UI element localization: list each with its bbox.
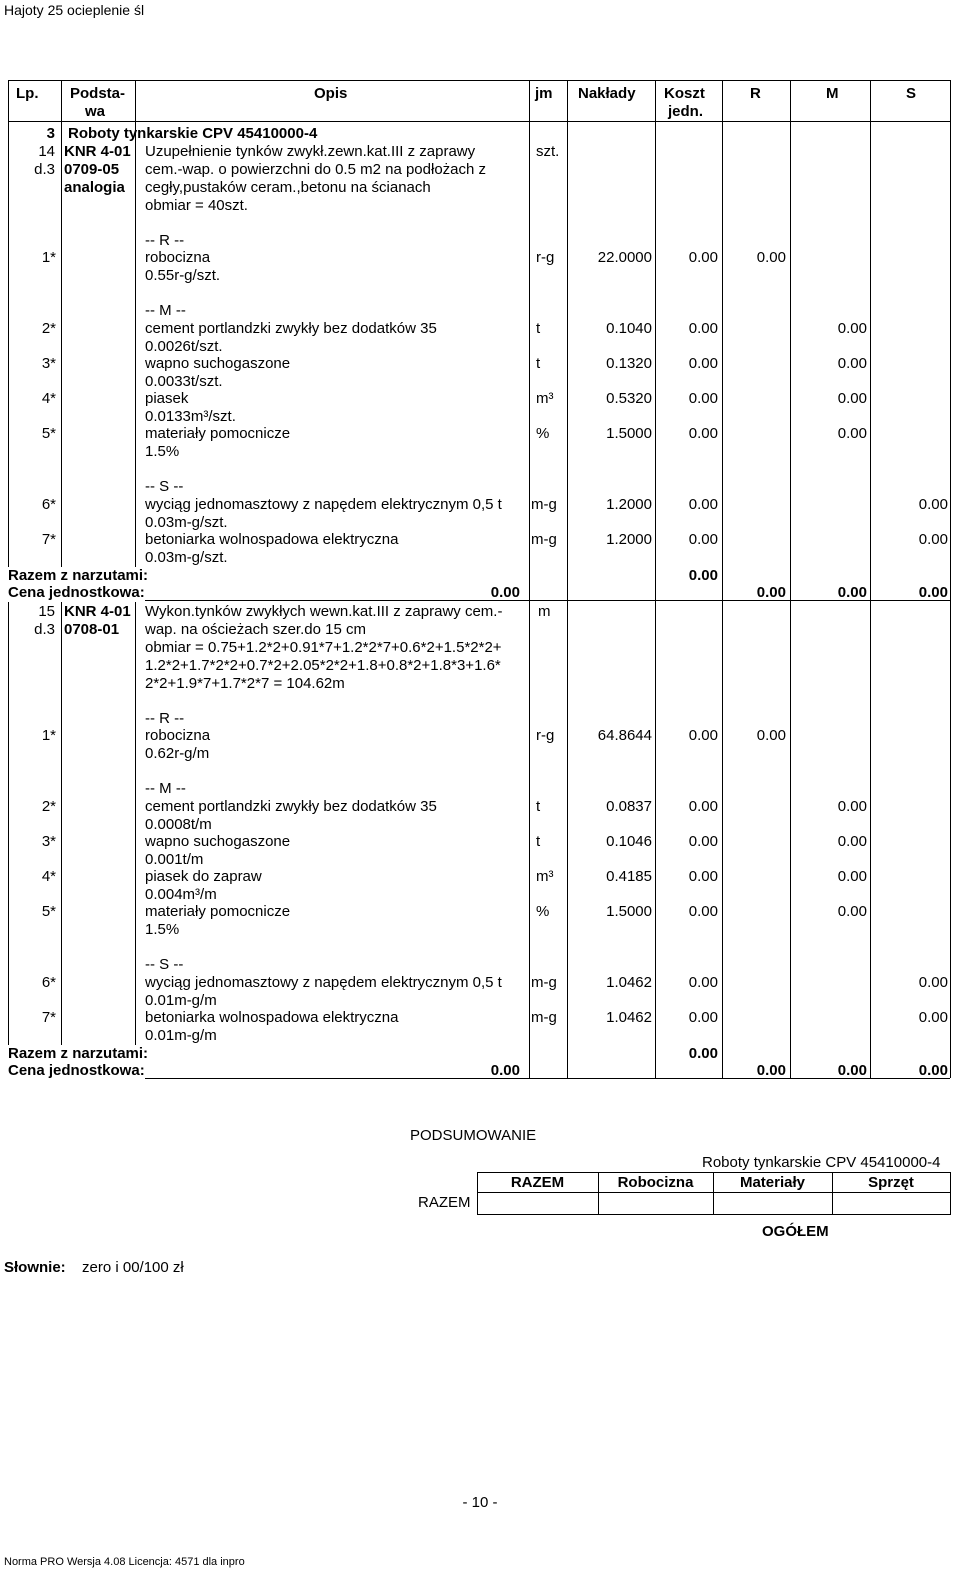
item-desc-1: Wykon.tynków zwykłych wewn.kat.III z zaprawy cem.- (145, 603, 503, 620)
resource-price: 0.00 (688, 798, 718, 815)
resource-lp: 6* (41, 496, 56, 513)
resource-name: piasek do zapraw (145, 868, 262, 885)
header-m: M (826, 85, 839, 102)
item-basis-2: 0708-01 (64, 621, 120, 638)
resource-norm: 0.0033t/szt. (145, 373, 223, 390)
header-podstawa-2: wa (85, 103, 106, 120)
item-basis-1: KNR 4-01 (64, 603, 131, 620)
summary-header-line (477, 1192, 951, 1193)
resource-lp: 6* (41, 974, 56, 991)
resource-value: 0.00 (837, 833, 867, 850)
resource-norm: 1.5% (145, 921, 180, 938)
resource-price: 0.00 (688, 496, 718, 513)
resource-value: 0.00 (756, 727, 786, 744)
summary-header-materialy: Materiały (739, 1174, 806, 1191)
col-line-6 (722, 80, 723, 1078)
item-desc-3: cegły,pustaków ceram.,betonu na ścianach (145, 179, 431, 196)
resource-name: robocizna (145, 727, 211, 744)
header-podstawa-1: Podsta- (70, 85, 126, 102)
item-unit: m (538, 603, 551, 620)
resource-norm: 0.001t/m (145, 851, 204, 868)
resource-name: piasek (145, 390, 189, 407)
item-desc-2: wap. na ościeżach szer.do 15 cm (145, 621, 366, 638)
resource-norm: 0.55r-g/szt. (145, 267, 221, 284)
slownie-value: zero i 00/100 zł (82, 1259, 184, 1276)
document-title: Hajoty 25 ocieplenie śl (4, 2, 145, 18)
resource-value: 0.00 (837, 355, 867, 372)
resource-norm: 0.62r-g/m (145, 745, 210, 762)
resource-qty: 0.4185 (606, 868, 652, 885)
resource-lp: 2* (41, 320, 56, 337)
resource-qty: 22.0000 (597, 249, 652, 266)
resource-qty: 1.5000 (606, 903, 652, 920)
resource-price: 0.00 (688, 727, 718, 744)
resource-qty: 1.0462 (606, 974, 652, 991)
resource-norm: 0.0026t/szt. (145, 338, 223, 355)
resource-lp: 7* (41, 1009, 56, 1026)
section-title: Roboty tynkarskie CPV 45410000-4 (68, 125, 318, 142)
header-naklady: Nakłady (578, 85, 636, 102)
resource-price: 0.00 (688, 390, 718, 407)
resource-jm: m-g (531, 531, 557, 548)
summary-top-line (477, 1172, 951, 1173)
resource-qty: 1.2000 (606, 496, 652, 513)
col-line-3 (529, 80, 530, 1078)
resource-lp: 2* (41, 798, 56, 815)
resource-name: robocizna (145, 249, 211, 266)
resource-value: 0.00 (918, 531, 948, 548)
s-group-label: -- S -- (145, 956, 184, 973)
resource-qty: 0.1046 (606, 833, 652, 850)
resource-name: wyciąg jednomasztowy z napędem elektrycznym 0,5 t (145, 974, 502, 991)
item-number-2: d.3 (34, 161, 55, 178)
resource-value: 0.00 (837, 320, 867, 337)
resource-lp: 5* (41, 425, 56, 442)
item-desc-2: cem.-wap. o powierzchni do 0.5 m2 na podłożach z (145, 161, 487, 178)
resource-jm: m-g (531, 974, 557, 991)
resource-value: 0.00 (837, 868, 867, 885)
resource-jm: m³ (536, 868, 554, 885)
cena-m-value: 0.00 (837, 1062, 867, 1079)
resource-price: 0.00 (688, 974, 718, 991)
resource-norm: 1.5% (145, 443, 180, 460)
summary-bottom-line (477, 1214, 951, 1215)
col-line-5 (655, 80, 656, 1078)
header-lp: Lp. (16, 85, 39, 102)
resource-qty: 1.5000 (606, 425, 652, 442)
summary-header-sprzet: Sprzęt (868, 1174, 914, 1191)
resource-value: 0.00 (837, 798, 867, 815)
resource-price: 0.00 (688, 355, 718, 372)
col-line-8 (870, 80, 871, 1078)
razem-label: Razem z narzutami: (8, 1045, 149, 1062)
section-number: 3 (46, 125, 55, 142)
resource-price: 0.00 (688, 531, 718, 548)
resource-price: 0.00 (688, 1009, 718, 1026)
resource-jm: r-g (536, 727, 555, 744)
razem-value: 0.00 (688, 1045, 718, 1062)
resource-qty: 0.0837 (606, 798, 652, 815)
razem-label: Razem z narzutami: (8, 567, 149, 584)
resource-name: cement portlandzki zwykły bez dodatków 35 (145, 798, 437, 815)
resource-price: 0.00 (688, 868, 718, 885)
summary-header-razem: RAZEM (510, 1174, 565, 1191)
cena-label: Cena jednostkowa: (8, 584, 145, 601)
resource-jm: t (536, 798, 541, 815)
resource-name: betoniarka wolnospadowa elektryczna (145, 1009, 399, 1026)
resource-qty: 64.8644 (597, 727, 652, 744)
cena-m-value: 0.00 (837, 584, 867, 601)
resource-name: cement portlandzki zwykły bez dodatków 35 (145, 320, 437, 337)
resource-value: 0.00 (918, 974, 948, 991)
header-bottom-line (8, 121, 950, 122)
resource-price: 0.00 (688, 833, 718, 850)
resource-norm: 0.0008t/m (145, 816, 212, 833)
resource-name: materiały pomocnicze (145, 903, 291, 920)
resource-price: 0.00 (688, 320, 718, 337)
resource-value: 0.00 (837, 390, 867, 407)
page-number: - 10 - (462, 1494, 498, 1511)
resource-qty: 1.0462 (606, 1009, 652, 1026)
cena-s-value: 0.00 (918, 1062, 948, 1079)
item-unit: szt. (536, 143, 560, 160)
summary-header-robocizna: Robocizna (617, 1174, 694, 1191)
resource-lp: 3* (41, 833, 56, 850)
resource-norm: 0.01m-g/m (145, 1027, 217, 1044)
resource-price: 0.00 (688, 903, 718, 920)
resource-norm: 0.03m-g/szt. (145, 549, 228, 566)
resource-name: wapno suchogaszone (145, 833, 291, 850)
resource-jm: % (536, 903, 550, 920)
resource-lp: 7* (41, 531, 56, 548)
item-number-2: d.3 (34, 621, 55, 638)
resource-qty: 1.2000 (606, 531, 652, 548)
r-group-label: -- R -- (145, 232, 185, 249)
item-desc-1: Uzupełnienie tynków zwykł.zewn.kat.III z zaprawy (145, 143, 476, 160)
m-group-label: -- M -- (145, 780, 186, 797)
resource-norm: 0.01m-g/m (145, 992, 217, 1009)
header-r: R (750, 85, 761, 102)
resource-lp: 4* (41, 868, 56, 885)
resource-lp: 1* (41, 249, 56, 266)
table-top-line (8, 80, 950, 81)
col-line-4 (567, 80, 568, 1078)
resource-jm: m³ (536, 390, 554, 407)
resource-norm: 0.0133m³/szt. (145, 408, 236, 425)
item-basis-2: 0709-05 (64, 161, 120, 178)
header-s: S (906, 85, 917, 102)
footer-license: Norma PRO Wersja 4.08 Licencja: 4571 dla inpro (4, 1556, 245, 1568)
item-desc-5: 2*2+1.9*7+1.7*2*7 = 104.62m (145, 675, 345, 692)
item-number: 14 (38, 143, 55, 160)
resource-value: 0.00 (918, 1009, 948, 1026)
table-right-line (950, 80, 951, 1078)
resource-qty: 0.1320 (606, 355, 652, 372)
resource-jm: % (536, 425, 550, 442)
resource-price: 0.00 (688, 249, 718, 266)
resource-jm: m-g (531, 496, 557, 513)
resource-name: betoniarka wolnospadowa elektryczna (145, 531, 399, 548)
r-group-label: -- R -- (145, 710, 185, 727)
header-jm: jm (535, 85, 553, 102)
resource-lp: 1* (41, 727, 56, 744)
resource-price: 0.00 (688, 425, 718, 442)
resource-lp: 5* (41, 903, 56, 920)
cena-r-value: 0.00 (756, 1062, 786, 1079)
resource-jm: m-g (531, 1009, 557, 1026)
summary-title: PODSUMOWANIE (410, 1127, 537, 1144)
header-koszt-2: jedn. (668, 103, 704, 120)
item-desc-4: obmiar = 40szt. (145, 197, 248, 214)
resource-value: 0.00 (756, 249, 786, 266)
summary-col-line (950, 1172, 951, 1214)
item-desc-4: 1.2*2+1.7*2*2+0.7*2+2.05*2*2+1.8+0.8*2+1.8*3+1.6* (145, 657, 501, 674)
m-group-label: -- M -- (145, 302, 186, 319)
resource-name: wapno suchogaszone (145, 355, 291, 372)
summary-row-label: RAZEM (418, 1194, 471, 1211)
header-opis: Opis (314, 85, 348, 102)
cena-value: 0.00 (490, 584, 520, 601)
resource-jm: r-g (536, 249, 555, 266)
slownie-label: Słownie: (4, 1259, 66, 1276)
col-line-7 (790, 80, 791, 1078)
summary-section: Roboty tynkarskie CPV 45410000-4 (702, 1154, 941, 1171)
item-number: 15 (38, 603, 55, 620)
resource-norm: 0.004m³/m (145, 886, 217, 903)
item-basis-1: KNR 4-01 (64, 143, 131, 160)
resource-qty: 0.5320 (606, 390, 652, 407)
resource-value: 0.00 (837, 425, 867, 442)
resource-lp: 4* (41, 390, 56, 407)
cena-s-value: 0.00 (918, 584, 948, 601)
item-desc-3: obmiar = 0.75+1.2*2+0.91*7+1.2*2*7+0.6*2+1.5*2*2+ (145, 639, 502, 656)
resource-lp: 3* (41, 355, 56, 372)
item-basis-3: analogia (64, 179, 125, 196)
resource-jm: t (536, 833, 541, 850)
header-koszt-1: Koszt (664, 85, 705, 102)
resource-name: materiały pomocnicze (145, 425, 291, 442)
razem-value: 0.00 (688, 567, 718, 584)
resource-jm: t (536, 355, 541, 372)
resource-jm: t (536, 320, 541, 337)
cena-r-value: 0.00 (756, 584, 786, 601)
resource-name: wyciąg jednomasztowy z napędem elektrycznym 0,5 t (145, 496, 502, 513)
resource-value: 0.00 (837, 903, 867, 920)
resource-qty: 0.1040 (606, 320, 652, 337)
cena-value: 0.00 (490, 1062, 520, 1079)
resource-norm: 0.03m-g/szt. (145, 514, 228, 531)
summary-ogolem: OGÓŁEM (762, 1223, 829, 1240)
cena-label: Cena jednostkowa: (8, 1062, 145, 1079)
s-group-label: -- S -- (145, 478, 184, 495)
resource-value: 0.00 (918, 496, 948, 513)
